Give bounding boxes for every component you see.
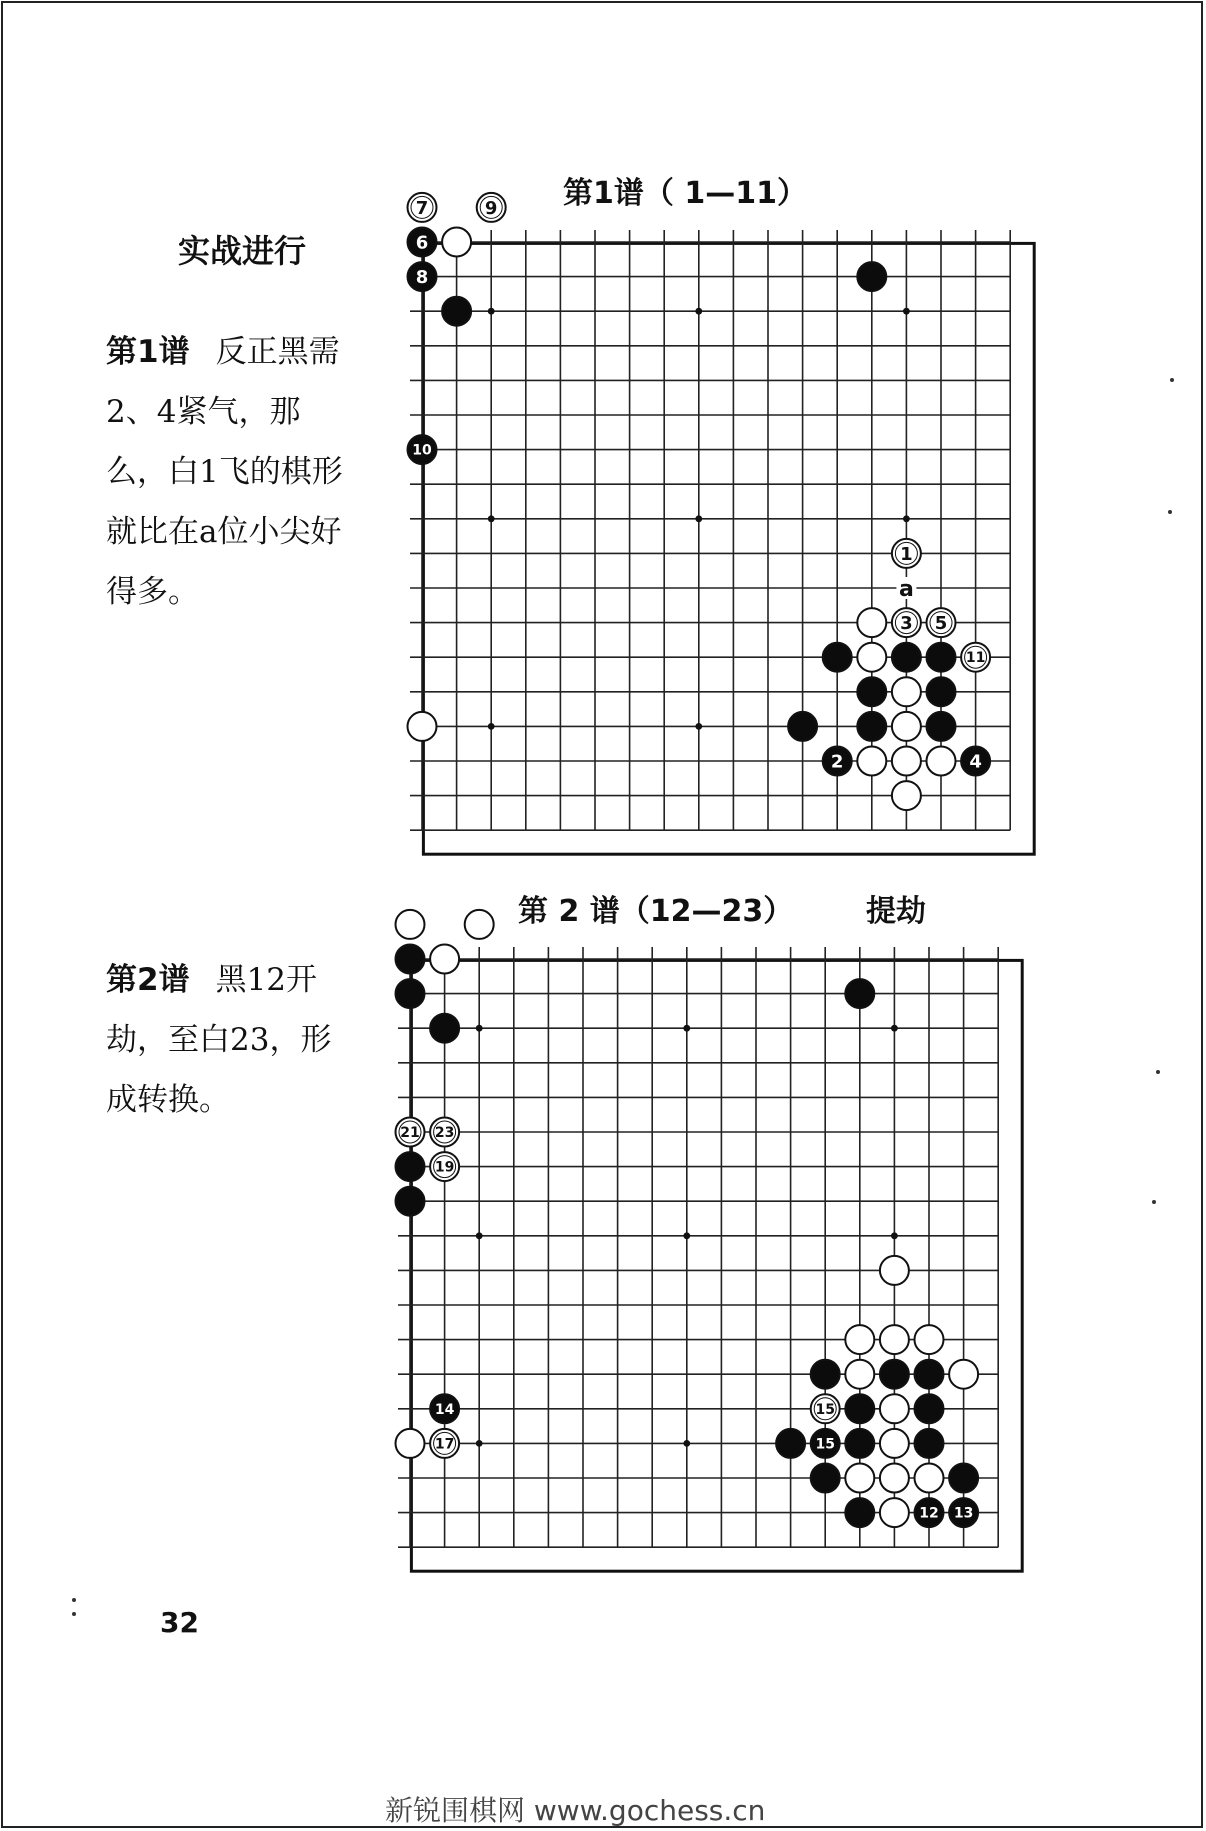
stone-disc [892,712,921,741]
d1-black-stone [788,712,817,741]
stone-label: 3 [900,613,913,635]
d2-black-stone [396,979,425,1008]
stone-label: 23 [434,1125,455,1142]
stone-disc [927,747,956,776]
d2-white-stone [949,1360,978,1389]
stone-disc [880,1464,909,1493]
stone-disc [857,643,886,672]
stone-disc [927,643,956,672]
d1-white-stone [961,643,990,672]
d2-black-stone [776,1429,805,1458]
stone-disc [442,297,471,326]
stone-disc [892,781,921,810]
d2-white-stone [915,1464,944,1493]
scan-speck [72,1612,76,1616]
stone-disc [442,228,471,257]
d2-black-stone [811,1464,840,1493]
star-point [488,515,495,522]
stone-disc [927,677,956,706]
d2-white-stone [845,1360,874,1389]
section-heading: 实战进行 [178,232,307,270]
d2-white-stone [396,910,425,939]
stone-label: 8 [415,267,429,289]
star-point [695,515,702,522]
stone-label: 12 [919,1505,939,1522]
d2-white-stone [430,1118,459,1147]
d1-white-stone [892,539,921,568]
d2-black-stone [845,1394,874,1423]
stone-label: 2 [830,751,844,773]
stone-disc [915,1394,944,1423]
d1-white-stone [857,747,886,776]
d2-black-stone [915,1394,944,1423]
star-point [683,1025,690,1032]
scan-speck [1168,510,1172,514]
stone-disc [880,1325,909,1354]
d1-white-stone [892,677,921,706]
d1-marker [896,577,916,602]
stone-disc [949,1360,978,1389]
star-point [695,723,702,730]
d2-black-stone [880,1360,909,1389]
stone-disc [845,979,874,1008]
d2-black-stone [845,979,874,1008]
d1-black-stone [961,747,990,776]
scan-speck [1152,1200,1156,1204]
stone-label: 6 [415,232,429,254]
stone-disc [396,1152,425,1181]
stone-disc [845,1464,874,1493]
stone-disc [396,910,425,939]
stone-disc [396,945,425,974]
d2-black-stone [430,1394,459,1423]
d1-white-stone [857,608,886,637]
d1-black-stone [857,262,886,291]
d2-black-stone [915,1498,944,1527]
d2-white-stone [845,1325,874,1354]
d1-white-stone [477,193,506,222]
d1-black-stone [823,643,852,672]
d2-white-stone [396,1429,425,1458]
page-number: 32 [160,1606,199,1639]
d2-black-stone [430,1014,459,1043]
stone-label: 13 [953,1505,974,1522]
d2-white-stone [430,945,459,974]
star-point [891,1025,898,1032]
stone-disc [845,1360,874,1389]
paragraph-2-label: 第2谱 [106,962,190,998]
stone-disc [465,910,494,939]
star-point [488,723,495,730]
stone-disc [857,712,886,741]
scan-speck [1156,1070,1160,1074]
stone-label: 9 [484,197,498,219]
stone-disc [949,1464,978,1493]
go-board-1 [398,197,1034,874]
d1-white-stone [892,781,921,810]
stone-disc [857,747,886,776]
scan-speck [1170,378,1174,382]
d2-black-stone [396,1187,425,1216]
stone-disc [396,1429,425,1458]
d1-black-stone [823,747,852,776]
stone-label: 14 [434,1401,455,1418]
stone-label: 10 [412,442,432,459]
d1-black-stone [927,643,956,672]
paragraph-2-text: 黑12开劫，至白23，形成转换。 [106,962,332,1118]
paragraph-2 [106,950,356,1130]
d2-black-stone [915,1360,944,1389]
star-point [476,1025,483,1032]
d2-white-stone [396,1118,425,1147]
star-point [488,308,495,315]
stone-label: 21 [400,1125,420,1142]
stone-disc [823,643,852,672]
star-point [683,1232,690,1239]
d1-black-stone [408,228,437,257]
star-point [903,308,910,315]
stone-disc [845,1498,874,1527]
stone-label: 11 [965,650,986,667]
d2-white-stone [880,1498,909,1527]
d2-white-stone [880,1325,909,1354]
diagram-2-title: 第 2 谱（12—23） [518,894,794,929]
stone-disc [915,1325,944,1354]
d2-black-stone [396,1152,425,1181]
d2-white-stone [845,1464,874,1493]
stone-disc [845,1394,874,1423]
stone-label: 15 [815,1401,835,1418]
stone-disc [915,1429,944,1458]
stone-disc [430,1014,459,1043]
stone-disc [408,712,437,741]
d1-black-stone [927,712,956,741]
d1-white-stone [927,747,956,776]
stone-disc [857,608,886,637]
stone-disc [915,1464,944,1493]
star-point [891,1232,898,1239]
stone-disc [880,1498,909,1527]
stone-disc [927,712,956,741]
d2-black-stone [845,1498,874,1527]
go-board-2 [386,935,1022,1591]
stone-label: 1 [900,543,913,565]
d1-black-stone [857,712,886,741]
d2-black-stone [949,1464,978,1493]
d2-black-stone [811,1429,840,1458]
d2-white-stone [880,1429,909,1458]
paragraph-1 [106,322,356,622]
d1-white-stone [892,608,921,637]
stone-disc [892,747,921,776]
d1-white-stone [408,193,437,222]
star-point [695,308,702,315]
stone-label: 19 [434,1159,455,1176]
stone-disc [857,677,886,706]
stone-disc [892,677,921,706]
stone-disc [845,1325,874,1354]
d1-white-stone [857,643,886,672]
diagram-1-title: 第1谱（ 1—11） [563,176,807,211]
d1-white-stone [927,608,956,637]
footer-watermark: 新锐围棋网 www.gochess.cn [385,1794,766,1827]
stone-label: 5 [934,613,948,635]
stone-disc [892,643,921,672]
stone-disc [396,1187,425,1216]
stone-disc [880,1429,909,1458]
marker-label: a [898,577,914,602]
scan-speck [72,1598,76,1602]
stone-disc [880,1360,909,1389]
d1-black-stone [408,435,437,464]
d2-white-stone [811,1394,840,1423]
d2-black-stone [845,1429,874,1458]
stone-disc [430,945,459,974]
star-point [476,1232,483,1239]
stone-disc [788,712,817,741]
d2-white-stone [915,1325,944,1354]
stone-label: 7 [415,197,429,219]
d2-white-stone [880,1464,909,1493]
d1-black-stone [442,297,471,326]
d1-white-stone [442,228,471,257]
d1-black-stone [408,262,437,291]
stone-label: 17 [434,1436,455,1453]
stone-disc [880,1394,909,1423]
paragraph-1-label: 第1谱 [106,334,190,370]
stone-disc [811,1360,840,1389]
d1-black-stone [927,677,956,706]
star-point [476,1440,483,1447]
stone-disc [880,1256,909,1285]
d1-black-stone [892,643,921,672]
d1-black-stone [857,677,886,706]
stone-disc [857,262,886,291]
stone-disc [396,979,425,1008]
d1-white-stone [892,747,921,776]
d2-white-stone [880,1256,909,1285]
stone-disc [915,1360,944,1389]
diagram-2-title-extra: 提劫 [866,894,926,929]
stone-disc [811,1464,840,1493]
stone-disc [776,1429,805,1458]
star-point [683,1440,690,1447]
d2-black-stone [811,1360,840,1389]
stone-label: 15 [815,1436,835,1453]
d2-white-stone [430,1429,459,1458]
d1-white-stone [892,712,921,741]
d2-black-stone [915,1429,944,1458]
d2-black-stone [949,1498,978,1527]
d1-white-stone [408,712,437,741]
star-point [903,515,910,522]
paragraph-1-text: 反正黑需2、4紧气，那么，白1飞的棋形就比在a位小尖好得多。 [106,334,343,610]
stone-disc [845,1429,874,1458]
d2-white-stone [430,1152,459,1181]
stone-label: 4 [969,751,982,773]
d2-white-stone [465,910,494,939]
d2-black-stone [396,945,425,974]
d2-white-stone [880,1394,909,1423]
